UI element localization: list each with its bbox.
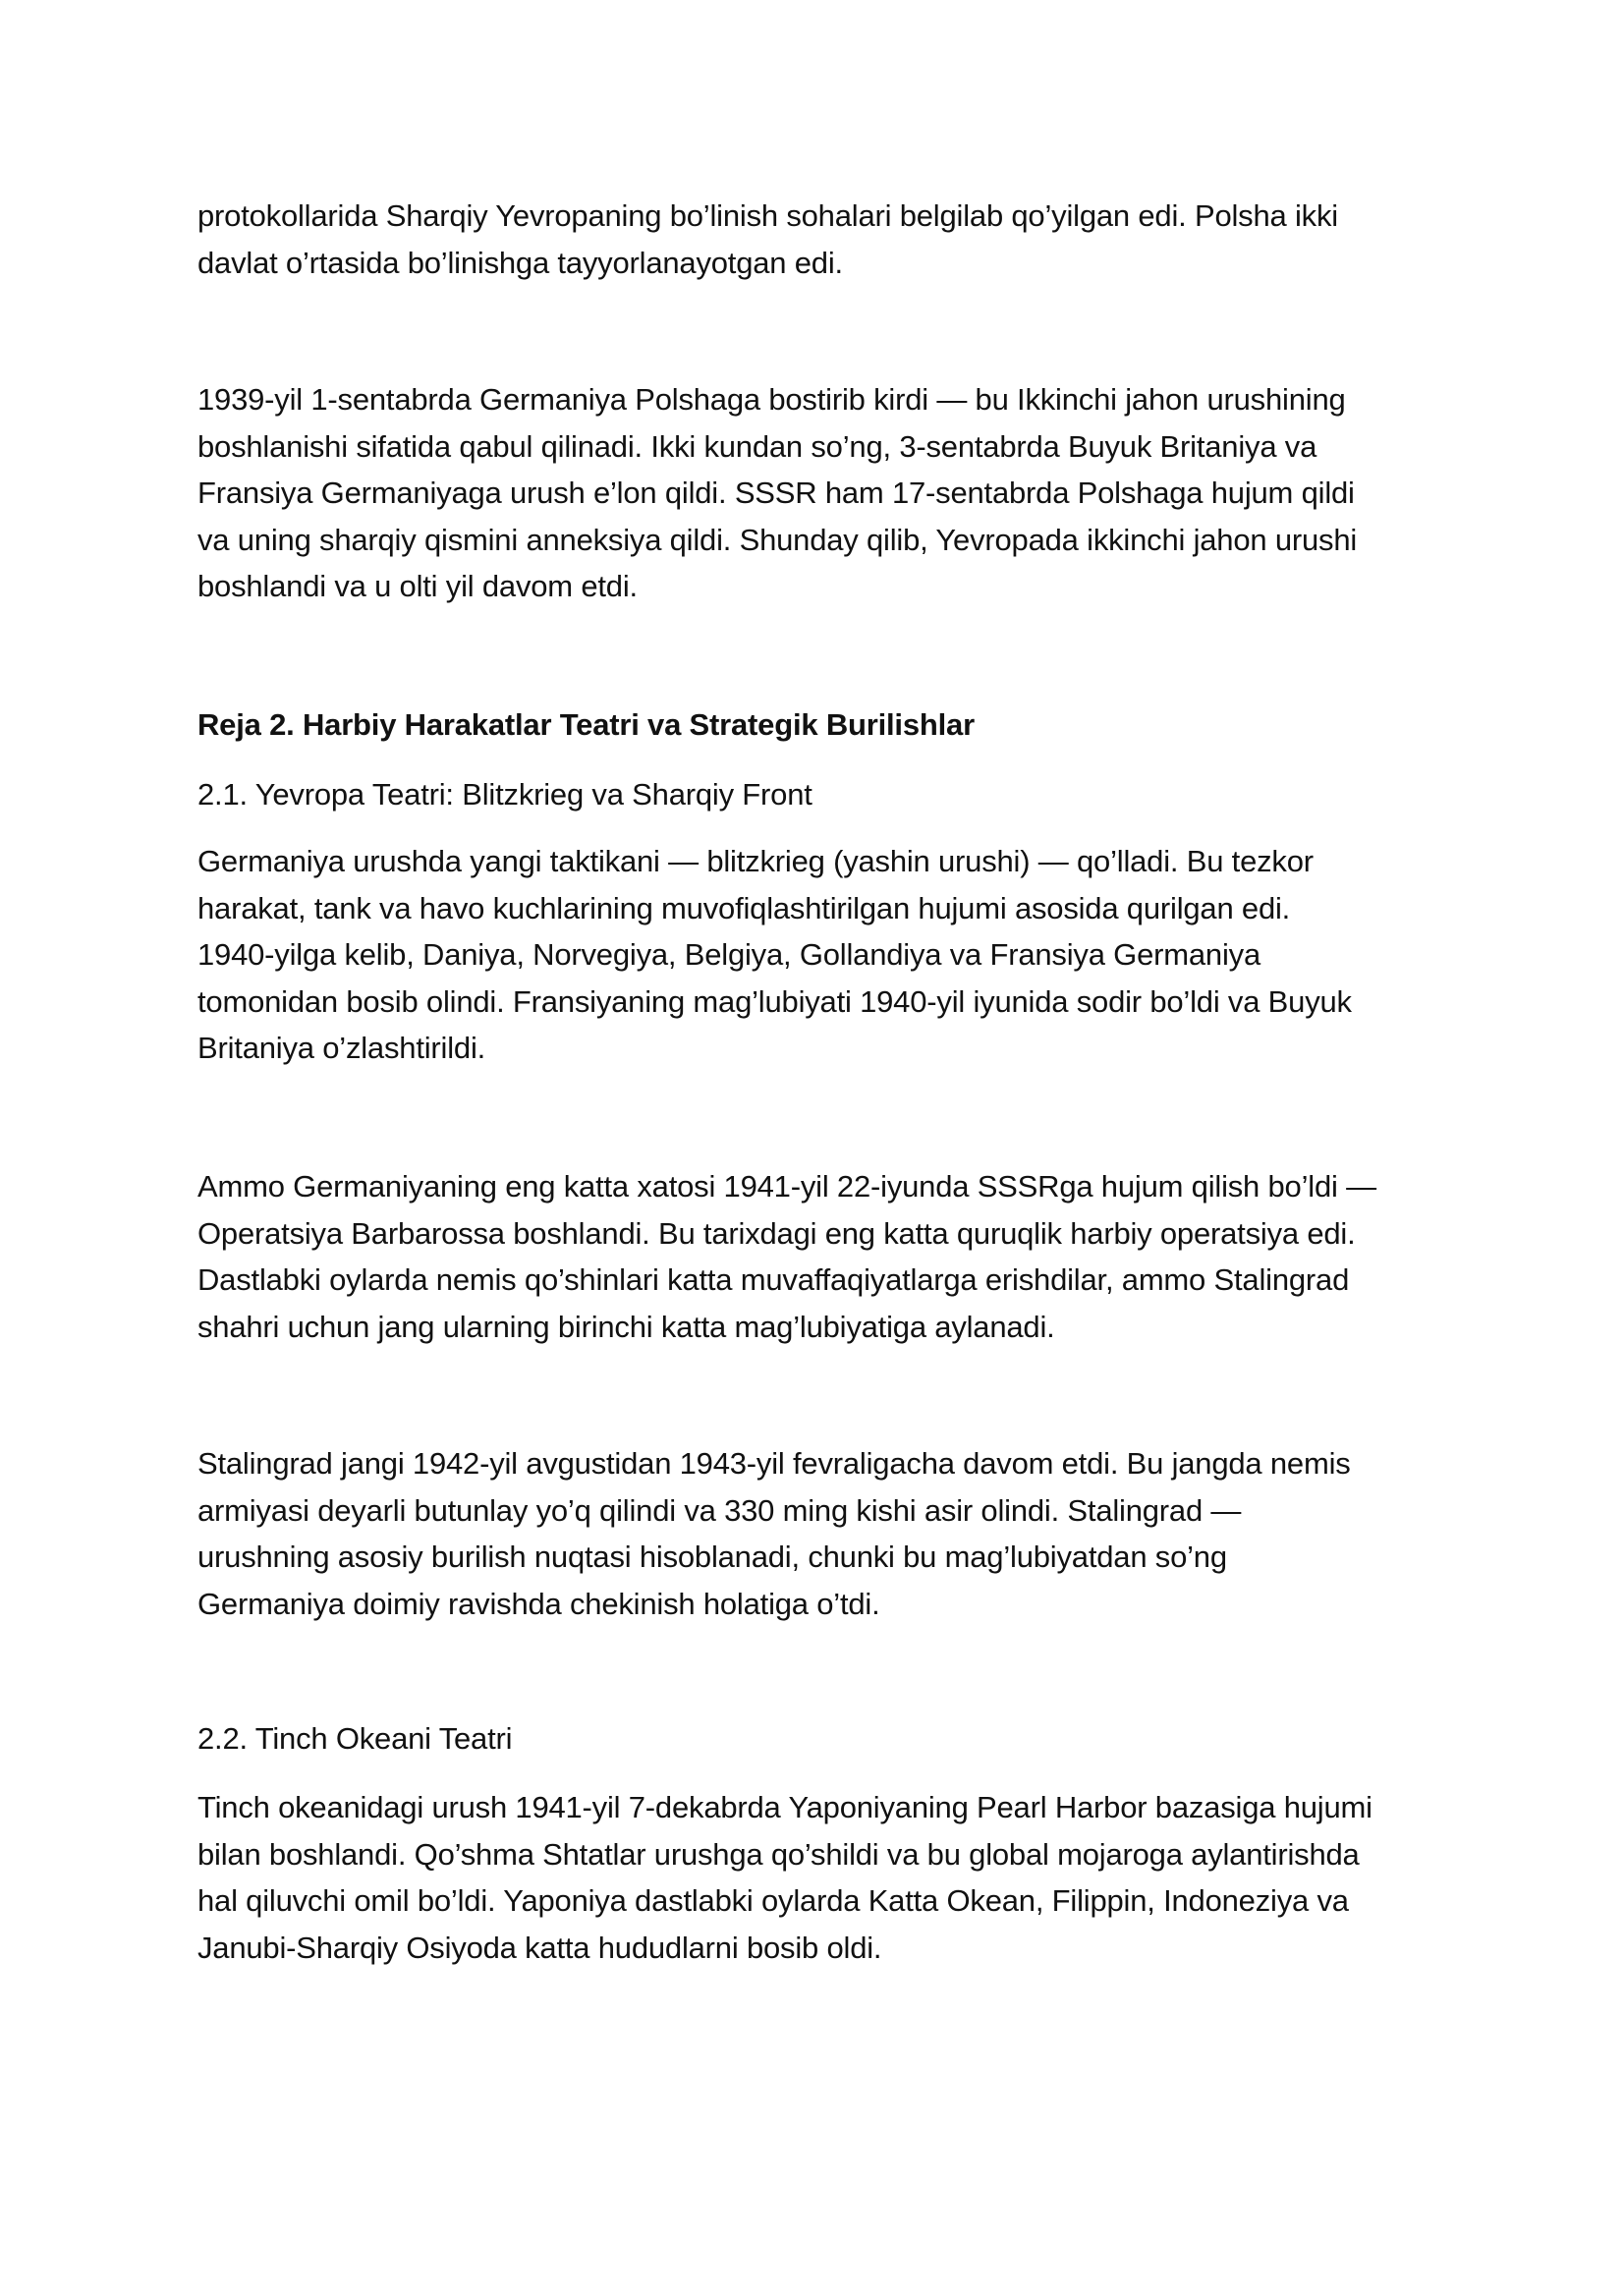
- subsection-heading-2-2: 2.2. Tinch Okeani Teatri: [197, 1721, 513, 1756]
- section-heading-reja-2: Reja 2. Harbiy Harakatlar Teatri va Strategik Burilishlar: [197, 707, 975, 742]
- paragraph-war-start: 1939-yil 1-sentabrda Germaniya Polshaga bostirib kirdi — bu Ikkinchi jahon urushining boshlanishi sifatida qabul qilinadi. Ikki kundan so’ng, 3-sentabrda Buyuk Britaniya va Fransiya Germaniyaga urush e’lon qildi. SSSR ham 17-sentabrda Polshaga hujum qildi va uning sharqiy qismini anneksiya qildi. Shunday qilib, Yevropada ikkinchi jahon urushi boshlandi va u olti yil davom etdi.: [197, 382, 1358, 603]
- paragraph-stalingrad: Stalingrad jangi 1942-yil avgustidan 1943-yil fevraligacha davom etdi. Bu jangda nemis armiyasi deyarli butunlay yo’q qilindi va 330 ming kishi asir olindi. Stalingrad — urushning asosiy burilish nuqtasi hisoblanadi, chunki bu mag’lubiyatdan so’ng Germaniya doimiy ravishda chekinish holatiga o’tdi.: [197, 1446, 1351, 1621]
- paragraph-blitzkrieg: Germaniya urushda yangi taktikani — blitzkrieg (yashin urushi) — qo’lladi. Bu tezkor harakat, tank va havo kuchlarining muvofiqlashtirilgan hujumi asosida qurilgan edi. 1940-yilga kelib, Daniya, Norvegiya, Belgiya, Gollandiya va Fransiya Germaniya tomonidan bosib olindi. Fransiyaning mag’lubiyati 1940-yil iyunida sodir bo’ldi va Buyuk Britaniya o’zlashtirildi.: [197, 844, 1352, 1065]
- subsection-heading-2-1: 2.1. Yevropa Teatri: Blitzkrieg va Sharqiy Front: [197, 777, 812, 812]
- paragraph-pacific-war: Tinch okeanidagi urush 1941-yil 7-dekabrda Yaponiyaning Pearl Harbor bazasiga hujumi bilan boshlandi. Qo’shma Shtatlar urushga qo’shildi va bu global mojaroga aylantirishda hal qiluvchi omil bo’ldi. Yaponiya dastlabki oylarda Katta Okean, Filippin, Indoneziya va Janubi-Sharqiy Osiyoda katta hududlarni bosib oldi.: [197, 1790, 1372, 1965]
- paragraph-poland-division: protokollarida Sharqiy Yevropaning bo’linish sohalari belgilab qo’yilgan edi. Polsha ikki davlat o’rtasida bo’linishga tayyorlanayotgan edi.: [197, 198, 1338, 280]
- paragraph-barbarossa: Ammo Germaniyaning eng katta xatosi 1941-yil 22-iyunda SSSRga hujum qilish bo’ldi — Operatsiya Barbarossa boshlandi. Bu tarixdagi eng katta quruqlik harbiy operatsiya edi. Dastlabki oylarda nemis qo’shinlari katta muvaffaqiyatlarga erishdilar, ammo Stalingrad shahri uchun jang ularning birinchi katta mag’lubiyatiga aylanadi.: [197, 1169, 1376, 1344]
